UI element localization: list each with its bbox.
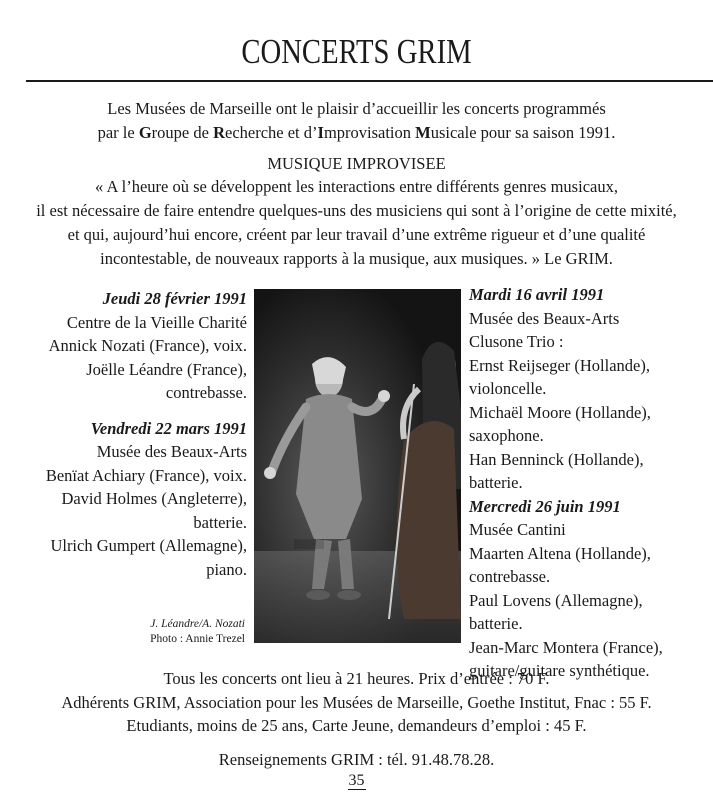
quote-block bbox=[0, 175, 713, 271]
concert-date: Jeudi 28 février 1991 bbox=[102, 289, 247, 308]
concert-date: Mardi 16 avril 1991 bbox=[469, 285, 605, 304]
concert-detail: batterie. bbox=[193, 512, 247, 532]
concert-detail: Paul Lovens (Allemagne), bbox=[469, 590, 643, 610]
pricing-line: Etudiants, moins de 25 ans, Carte Jeune, demandeurs d’emploi : 45 F. bbox=[126, 716, 587, 735]
intro-initial: R bbox=[213, 123, 225, 142]
concert-detail: contrebasse. bbox=[469, 567, 551, 586]
photo-credit: Photo : Annie Trezel bbox=[150, 633, 245, 645]
title-rule bbox=[26, 80, 713, 82]
concert-photo bbox=[254, 289, 461, 643]
page-number bbox=[0, 771, 713, 791]
concert-detail: guitare/guitare synthétique. bbox=[469, 661, 650, 680]
concert-detail: Michaël Moore (Hollande), bbox=[469, 402, 651, 422]
pricing-line: Tous les concerts ont lieu à 21 heures. Prix d’entrée : 70 F. bbox=[163, 669, 550, 688]
concerts-right-column bbox=[469, 283, 709, 683]
page-number-text: 35 bbox=[348, 772, 365, 789]
concert-detail: Clusone Trio : bbox=[469, 332, 564, 351]
photo-caption: J. Léandre/A. Nozati bbox=[150, 618, 245, 630]
concert-venue: Musée des Beaux-Arts bbox=[96, 442, 247, 461]
intro-text: roupe de bbox=[151, 123, 214, 142]
pricing-line: Adhérents GRIM, Association pour les Musées de Marseille, Goethe Institut, Fnac : 55 F. bbox=[61, 693, 652, 712]
concerts-left-column bbox=[20, 287, 247, 581]
intro-initial: I bbox=[317, 123, 324, 142]
concert-detail: Maarten Altena (Hollande), bbox=[469, 543, 651, 563]
concert-detail: contrebasse. bbox=[165, 383, 247, 402]
quote-line: incontestable, de nouveaux rapports à la musique, aux musiques. » Le GRIM. bbox=[100, 249, 613, 268]
concert-detail: Jean-Marc Montera (France), bbox=[469, 637, 663, 657]
concert-detail: Benïat Achiary (France), voix. bbox=[45, 465, 247, 485]
concert-detail: saxophone. bbox=[469, 426, 544, 445]
concert-detail: Ulrich Gumpert (Allemagne), bbox=[50, 536, 247, 555]
intro-initial: M bbox=[415, 123, 431, 142]
intro-text: mprovisation bbox=[323, 123, 416, 142]
intro-initial: G bbox=[138, 123, 152, 142]
intro-line-2 bbox=[0, 121, 713, 145]
intro-line-1: Les Musées de Marseille ont le plaisir d’accueillir les concerts programmés bbox=[107, 99, 606, 118]
intro-text: usicale pour sa saison 1991. bbox=[430, 123, 616, 142]
contact-info: Renseignements GRIM : tél. 91.48.78.28. bbox=[218, 750, 495, 769]
concert-venue: Musée Cantini bbox=[469, 520, 566, 539]
concert-venue: Centre de la Vieille Charité bbox=[66, 312, 247, 332]
concert-detail: David Holmes (Angleterre), bbox=[61, 489, 247, 508]
concert-date: Mercredi 26 juin 1991 bbox=[469, 496, 621, 516]
concert-detail: Annick Nozati (France), voix. bbox=[48, 336, 247, 355]
concert-detail: batterie. bbox=[469, 473, 523, 492]
concert-detail: Ernst Reijseger (Hollande), bbox=[469, 355, 650, 375]
concert-detail: Han Benninck (Hollande), bbox=[469, 449, 644, 469]
intro-paragraph bbox=[0, 97, 713, 145]
concert-detail: piano. bbox=[206, 559, 247, 579]
concert-detail: Joëlle Léandre (France), bbox=[86, 359, 247, 379]
concert-date: Vendredi 22 mars 1991 bbox=[90, 418, 247, 438]
quote-line: il est nécessaire de faire entendre quelques-uns des musiciens qui sont à l’origine de cette mixité, bbox=[36, 201, 677, 220]
concert-venue: Musée des Beaux-Arts bbox=[469, 308, 620, 328]
concert-detail: batterie. bbox=[469, 614, 523, 633]
section-heading: MUSIQUE IMPROVISEE bbox=[267, 154, 446, 173]
concert-detail: violoncelle. bbox=[469, 379, 547, 398]
quote-line: « A l’heure où se développent les interactions entre différents genres musicaux, bbox=[95, 177, 618, 196]
intro-text: echerche et d’ bbox=[225, 123, 318, 142]
intro-text: par le bbox=[97, 123, 139, 142]
page-title: CONCERTS GRIM bbox=[241, 32, 472, 71]
quote-line: et qui, aujourd’hui encore, créent par leur travail d’une extrême rigueur et d’une qualité bbox=[67, 225, 646, 244]
performers-photo-icon bbox=[254, 289, 461, 643]
